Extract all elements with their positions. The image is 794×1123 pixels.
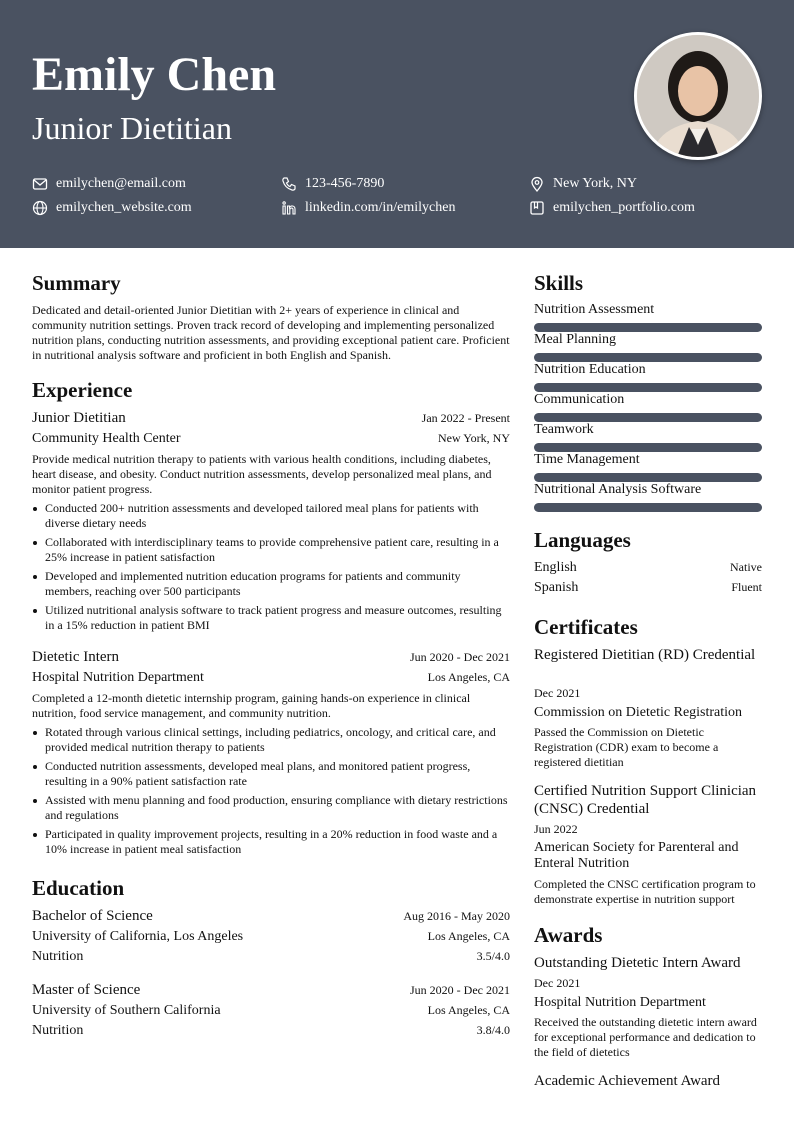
job-bullet: Developed and implemented nutrition education programs for patients and community members, reaching over 500 participants bbox=[32, 569, 510, 599]
website-text: emilychen_website.com bbox=[56, 200, 192, 215]
globe-icon bbox=[32, 200, 48, 216]
contact-email[interactable] bbox=[32, 174, 186, 194]
skill-label: Nutrition Education bbox=[534, 362, 646, 377]
skill-label: Nutrition Assessment bbox=[534, 302, 655, 317]
education-school-row bbox=[32, 1001, 510, 1021]
job-bullet: Participated in quality improvement projects, resulting in a 20% reduction in food waste and a 10% increase in patient meal satisfaction bbox=[32, 827, 510, 857]
summary-text: Dedicated and detail-oriented Junior Dietitian with 2+ years of experience in clinical and community nutrition settings. Proven track record of developing and implementing personalized nutrition plans, conducting nutrition assessments, and providing exceptional patient care. Proficient in nutritional analysis software and proficient in both English and Spanish. bbox=[32, 303, 510, 362]
skills-heading: Skills bbox=[534, 271, 584, 295]
location-text: New York, NY bbox=[553, 176, 638, 191]
education-heading: Education bbox=[32, 876, 125, 900]
education-field: Nutrition bbox=[32, 949, 84, 964]
certificate-date: Jun 2022 bbox=[534, 822, 578, 836]
job-bullet: Conducted nutrition assessments, developed meal plans, and monitored patient progress, resulting in a 90% patient satisfaction rate bbox=[32, 759, 510, 789]
job-bullet: Conducted 200+ nutrition assessments and developed tailored meal plans for patients with diverse dietary needs bbox=[32, 501, 510, 531]
education-degree: Bachelor of Science bbox=[32, 908, 153, 924]
skill-label: Meal Planning bbox=[534, 332, 617, 347]
skill-label: Teamwork bbox=[534, 422, 594, 437]
experience-heading: Experience bbox=[32, 378, 133, 402]
contact-location bbox=[529, 174, 637, 194]
language-name: English bbox=[534, 560, 577, 575]
job-dates: Jun 2020 - Dec 2021 bbox=[410, 650, 510, 664]
contact-website[interactable] bbox=[32, 198, 192, 218]
portrait-image bbox=[637, 35, 759, 157]
certificate-description: Passed the Commission on Dietetic Registration (CDR) exam to become a registered dietitian bbox=[534, 725, 719, 769]
language-row bbox=[534, 558, 762, 578]
email-text: emilychen@email.com bbox=[56, 176, 186, 191]
certificate-title: Registered Dietitian (RD) Credential bbox=[534, 647, 756, 663]
job-location: Los Angeles, CA bbox=[427, 670, 510, 684]
education-location: Los Angeles, CA bbox=[427, 1003, 510, 1017]
job-bullets bbox=[32, 725, 510, 861]
award-title: Outstanding Dietetic Intern Award bbox=[534, 955, 741, 971]
award-issuer: Hospital Nutrition Department bbox=[534, 995, 706, 1010]
portfolio-text: emilychen_portfolio.com bbox=[553, 200, 695, 215]
education-school: University of California, Los Angeles bbox=[32, 929, 244, 944]
job-subheader bbox=[32, 429, 510, 449]
education-school-row bbox=[32, 927, 510, 947]
certificate-issuer: Commission on Dietetic Registration bbox=[534, 705, 743, 720]
job-company: Hospital Nutrition Department bbox=[32, 670, 204, 685]
education-gpa: 3.5/4.0 bbox=[476, 949, 510, 963]
job-role: Dietetic Intern bbox=[32, 649, 120, 665]
phone-text: 123-456-7890 bbox=[305, 176, 385, 191]
education-location: Los Angeles, CA bbox=[427, 929, 510, 943]
certificates-heading: Certificates bbox=[534, 615, 638, 639]
language-level: Fluent bbox=[731, 580, 762, 594]
contact-phone[interactable] bbox=[281, 174, 384, 194]
job-bullets bbox=[32, 501, 510, 637]
skill-label: Time Management bbox=[534, 452, 640, 467]
skill-bar bbox=[534, 503, 762, 512]
candidate-name: Emily Chen bbox=[32, 48, 277, 101]
phone-icon bbox=[281, 176, 297, 192]
certificate-date: Dec 2021 bbox=[534, 686, 581, 700]
language-name: Spanish bbox=[534, 580, 579, 595]
skill-label: Nutritional Analysis Software bbox=[534, 482, 702, 497]
education-dates: Aug 2016 - May 2020 bbox=[403, 909, 510, 923]
skill-label: Communication bbox=[534, 392, 625, 407]
award-description: Received the outstanding dietetic intern award for exceptional performance and dedication to the field of dietetics bbox=[534, 1015, 757, 1059]
certificate-title: Certified Nutrition Support Clinician (CNSC) Credential bbox=[534, 783, 757, 817]
award-date: Dec 2021 bbox=[534, 976, 581, 990]
job-subheader bbox=[32, 668, 510, 688]
profile-photo bbox=[634, 32, 762, 160]
linkedin-icon bbox=[281, 200, 297, 216]
education-header bbox=[32, 906, 510, 926]
certificate-description: Completed the CNSC certification program to demonstrate expertise in nutrition support bbox=[534, 877, 756, 906]
job-location: New York, NY bbox=[437, 431, 510, 445]
job-bullet: Collaborated with interdisciplinary teams to provide comprehensive patient care, resulting in a 25% increase in patient satisfaction bbox=[32, 535, 510, 565]
job-dates: Jan 2022 - Present bbox=[421, 411, 510, 425]
job-description: Completed a 12-month dietetic internship program, gaining hands-on experience in clinical nutrition, food service management, and community nutrition. bbox=[32, 691, 471, 720]
language-row bbox=[534, 578, 762, 598]
resume-header bbox=[0, 0, 794, 248]
education-header bbox=[32, 980, 510, 1000]
job-header bbox=[32, 647, 510, 667]
job-company: Community Health Center bbox=[32, 431, 181, 446]
languages-heading: Languages bbox=[534, 528, 631, 552]
award-title: Academic Achievement Award bbox=[534, 1073, 721, 1089]
job-description: Provide medical nutrition therapy to patients with various health conditions, including diabetes, heart disease, and obesity. Conduct nutrition assessments, develop personalized meal plans, and monitor patient progress. bbox=[32, 452, 492, 496]
awards-heading: Awards bbox=[534, 923, 603, 947]
education-field-row bbox=[32, 947, 510, 967]
job-header bbox=[32, 408, 510, 428]
education-field: Nutrition bbox=[32, 1023, 84, 1038]
language-level: Native bbox=[730, 560, 762, 574]
education-gpa: 3.8/4.0 bbox=[476, 1023, 510, 1037]
location-pin-icon bbox=[529, 176, 545, 192]
job-bullet: Utilized nutritional analysis software to track patient progress and measure outcomes, resulting in a 15% reduction in patient BMI bbox=[32, 603, 510, 633]
job-bullet: Rotated through various clinical settings, including pediatrics, oncology, and critical care, and provided medical nutrition therapy to patients bbox=[32, 725, 510, 755]
job-bullet: Assisted with menu planning and food production, ensuring compliance with dietary restrictions and regulations bbox=[32, 793, 510, 823]
education-field-row bbox=[32, 1021, 510, 1041]
portfolio-icon bbox=[529, 200, 545, 216]
contact-linkedin[interactable] bbox=[281, 198, 455, 218]
education-degree: Master of Science bbox=[32, 982, 141, 998]
contact-portfolio[interactable] bbox=[529, 198, 695, 218]
education-dates: Jun 2020 - Dec 2021 bbox=[410, 983, 510, 997]
mail-icon bbox=[32, 176, 48, 192]
certificate-issuer: American Society for Parenteral and Enteral Nutrition bbox=[534, 840, 739, 871]
education-school: University of Southern California bbox=[32, 1003, 221, 1018]
summary-heading: Summary bbox=[32, 271, 121, 295]
candidate-title: Junior Dietitian bbox=[32, 110, 232, 146]
linkedin-text: linkedin.com/in/emilychen bbox=[305, 200, 456, 215]
job-role: Junior Dietitian bbox=[32, 410, 126, 426]
